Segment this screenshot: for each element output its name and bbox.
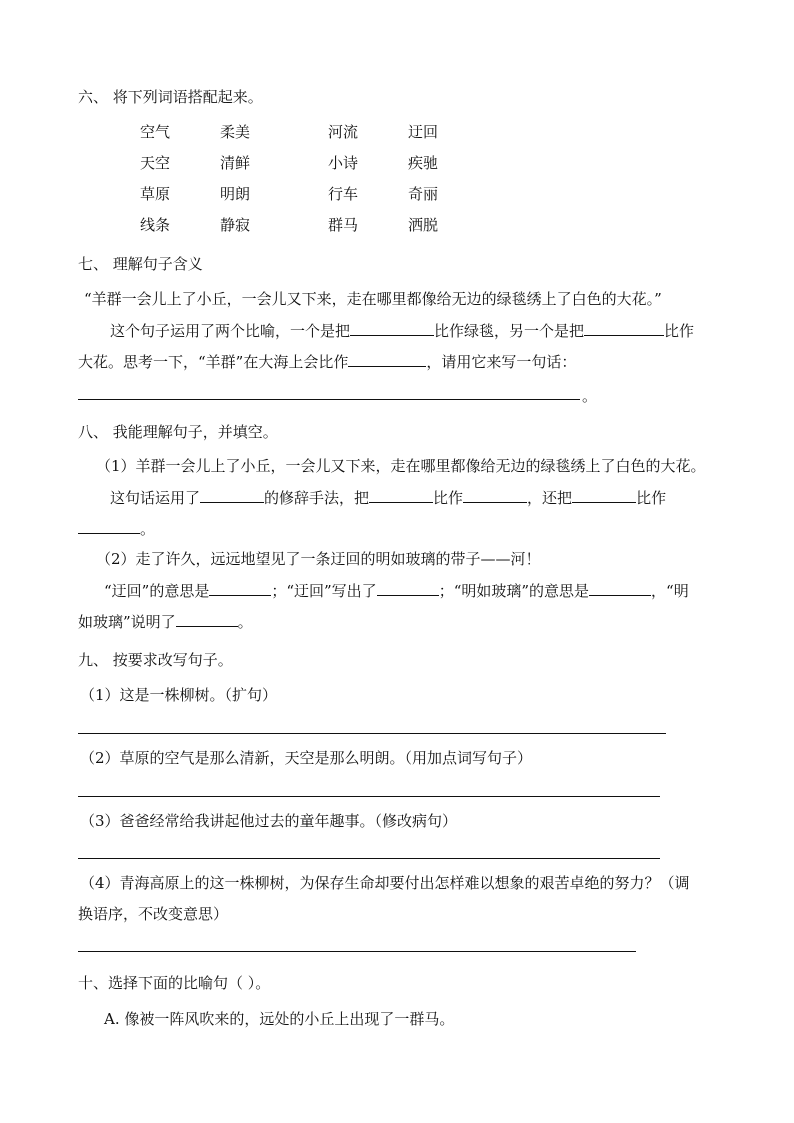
section-7-heading: 七、 理解句子含义 (78, 255, 203, 273)
word-item: 行车 (328, 185, 359, 203)
period-mark: 。 (582, 387, 598, 405)
answer-blank[interactable] (200, 488, 264, 503)
answer-blank[interactable] (463, 488, 527, 503)
word-item: 河流 (328, 123, 359, 141)
section-6-heading: 六、 将下列词语搭配起来。 (78, 88, 263, 106)
sec7-line-2 (78, 352, 576, 372)
sec8-text: 比作 (433, 489, 464, 507)
word-item: 奇丽 (408, 185, 439, 203)
sec7-text: 这个句子运用了两个比喻，一个是把 (110, 322, 351, 340)
word-item: 小诗 (328, 154, 359, 172)
sec7-text: 大花。思考一下，“羊群”在大海上会比作 (78, 353, 349, 371)
word-item: 疾驰 (408, 154, 439, 172)
word-item: 静寂 (220, 216, 251, 234)
sec9-question-4: （4）青海高原上的这一株柳树，为保存生命却要付出怎样难以想象的艰苦卓绝的努力？（调 (80, 874, 690, 892)
answer-blank[interactable] (584, 321, 664, 336)
section-8-heading: 八、 我能理解句子，并填空。 (78, 423, 278, 441)
answer-blank[interactable] (572, 488, 636, 503)
sec7-text: 比作 (664, 322, 695, 340)
sec8-text: ；“明如玻璃”的意思是 (438, 582, 590, 600)
word-item: 明朗 (220, 185, 251, 203)
sec8-text: “迂回”的意思是 (104, 582, 210, 600)
word-item: 线条 (140, 216, 171, 234)
word-item: 天空 (140, 154, 171, 172)
word-item: 清鲜 (220, 154, 251, 172)
sec8-question-1: （1）羊群一会儿上了小丘，一会儿又下来，走在哪里都像给无边的绿毯绣上了白色的大花。 (96, 457, 706, 475)
sec8-text: ，还把 (527, 489, 573, 507)
sec9-question-3: （3）爸爸经常给我讲起他过去的童年趣事。（修改病句） (80, 812, 458, 830)
answer-blank[interactable] (377, 581, 439, 596)
sec8-text: 。 (140, 520, 156, 538)
word-item: 群马 (328, 216, 359, 234)
answer-line[interactable] (78, 858, 660, 859)
option-a: A. 像被一阵风吹来的，远处的小丘上出现了一群马。 (104, 1010, 455, 1028)
sec8-text: 这句话运用了 (110, 489, 201, 507)
answer-blank[interactable] (369, 488, 433, 503)
answer-blank[interactable] (350, 321, 434, 336)
sec7-line-1 (110, 321, 694, 341)
answer-line[interactable] (78, 951, 636, 952)
answer-blank[interactable] (78, 519, 140, 534)
answer-line[interactable] (78, 733, 666, 734)
sec8-text: 比作 (636, 489, 667, 507)
answer-blank[interactable] (348, 352, 426, 367)
sec8-question-2: （2）走了许久，远远地望见了一条迂回的明如玻璃的带子——河！ (96, 550, 541, 568)
word-item: 柔美 (220, 123, 251, 141)
word-item: 空气 (140, 123, 171, 141)
sec7-text: ，请用它来写一句话： (426, 353, 577, 371)
answer-blank[interactable] (209, 581, 271, 596)
answer-blank[interactable] (176, 612, 238, 627)
sec8-text: 的修辞手法，把 (264, 489, 370, 507)
sec8-text: ；“迂回”写出了 (271, 582, 377, 600)
sec7-text: 比作绿毯，另一个是把 (434, 322, 585, 340)
sec9-question-2: （2）草原的空气是那么清新，天空是那么明朗。（用加点词写句子） (80, 749, 533, 767)
sec9-question-4-cont: 换语序，不改变意思） (78, 905, 229, 923)
answer-blank[interactable] (589, 581, 651, 596)
sec8-q2-fill (104, 581, 689, 601)
section-9-heading: 九、 按要求改写句子。 (78, 651, 233, 669)
sec8-text: ，“明 (651, 582, 689, 600)
word-item: 洒脱 (408, 216, 439, 234)
sec8-q1-fill (110, 488, 666, 508)
sec8-text: 。 (237, 613, 253, 631)
answer-line[interactable] (78, 399, 580, 400)
sec9-question-1: （1）这是一株柳树。（扩句） (80, 686, 278, 704)
word-item: 草原 (140, 185, 171, 203)
sec8-text: 如玻璃”说明了 (78, 613, 176, 631)
answer-line[interactable] (78, 796, 660, 797)
sec8-q1-fill-2 (78, 519, 155, 539)
quote-sentence: “羊群一会儿上了小丘，一会儿又下来，走在哪里都像给无边的绿毯绣上了白色的大花。” (84, 290, 662, 308)
section-10-heading: 十、选择下面的比喻句（ ）。 (78, 974, 271, 992)
word-item: 迂回 (408, 123, 439, 141)
sec8-q2-fill-2 (78, 612, 253, 632)
